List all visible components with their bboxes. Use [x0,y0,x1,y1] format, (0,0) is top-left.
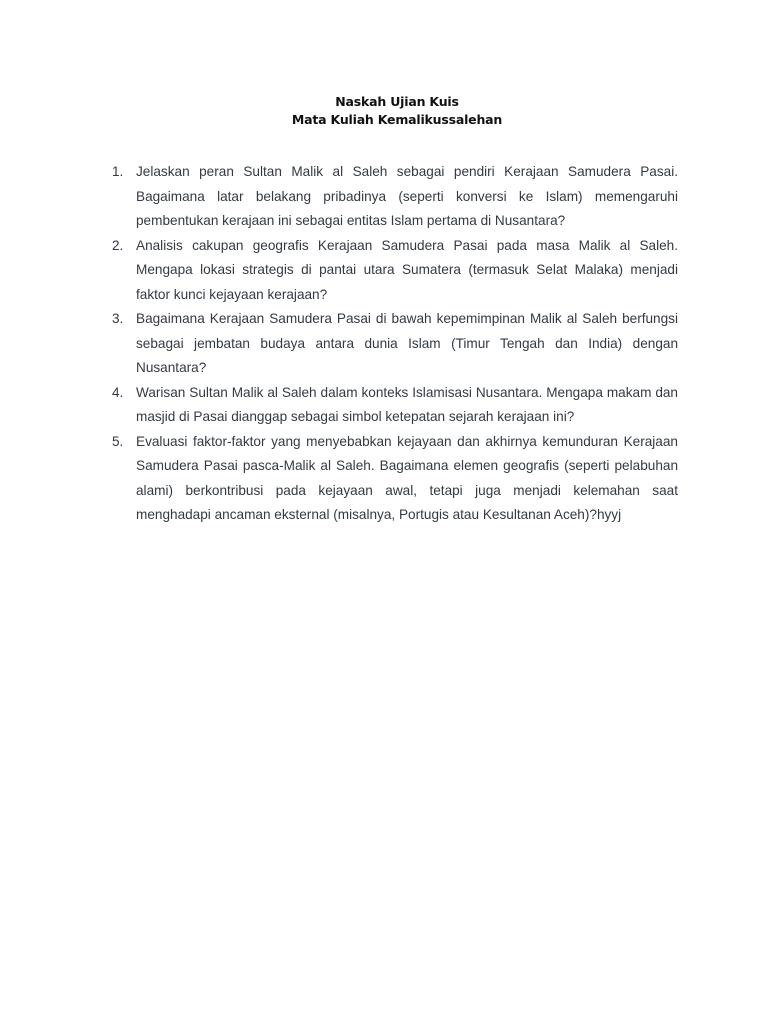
question-item-1 [112,160,678,234]
document-title: Naskah Ujian Kuis [335,94,459,109]
document-header [0,93,768,129]
question-list [112,160,678,528]
question-item-3 [112,307,678,381]
question-number: 4. [112,384,124,400]
question-item-5 [112,430,678,528]
question-number: 3. [112,311,124,326]
question-text: Evaluasi faktor-faktor yang menyebabkan kejayaan dan akhirnya kemunduran Kerajaan Samudera Pasai pasca-Malik al Saleh. Bagaimana elemen geografis (seperti pelabuhan alami) berkontribusi pada kejayaan awal, tetapi juga menjadi kelemahan saat menghadapi ancaman eksternal (misalnya, Portugis atau Kesultanan Aceh)?hyyj [136,433,678,522]
question-text: Jelaskan peran Sultan Malik al Saleh sebagai pendiri Kerajaan Samudera Pasai. Bagaimana latar belakang pribadinya (seperti konversi ke Islam) memengaruhi pembentukan kerajaan ini sebagai entitas Islam pertama di Nusantara? [136,164,678,228]
question-text: Bagaimana Kerajaan Samudera Pasai di bawah kepemimpinan Malik al Saleh berfungsi sebagai jembatan budaya antara dunia Islam (Timur Tengah dan India) dengan Nusantara? [136,311,678,375]
document-subtitle: Mata Kuliah Kemalikussalehan [291,112,503,127]
question-item-2 [112,234,678,308]
question-number: 2. [112,237,124,253]
question-number: 1. [112,164,124,179]
question-item-4 [112,381,678,430]
question-text: Warisan Sultan Malik al Saleh dalam konteks Islamisasi Nusantara. Mengapa makam dan masjid di Pasai dianggap sebagai simbol ketepatan sejarah kerajaan ini? [136,384,678,424]
question-text: Analisis cakupan geografis Kerajaan Samudera Pasai pada masa Malik al Saleh. Mengapa lokasi strategis di pantai utara Sumatera (termasuk Selat Malaka) menjadi faktor kunci kejayaan kerajaan? [136,237,678,302]
question-number: 5. [112,433,124,449]
